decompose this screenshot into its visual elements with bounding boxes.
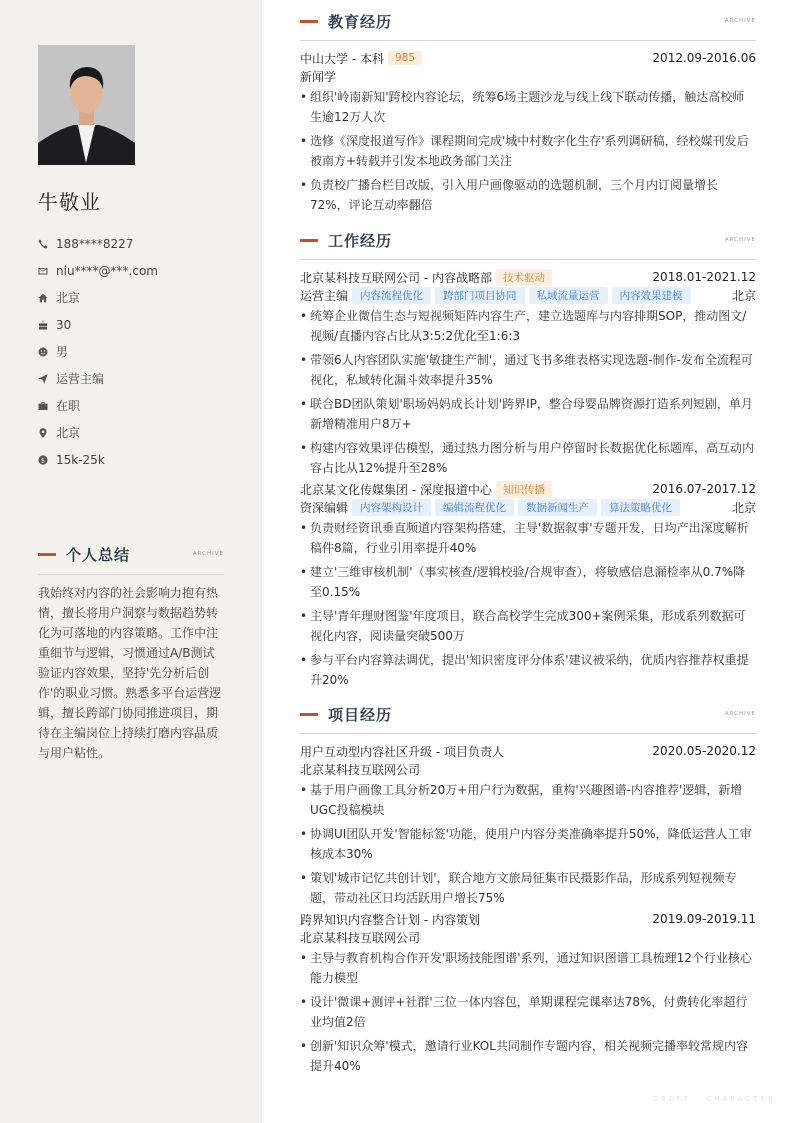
list-item: • 建立'三维审核机制'（事实核查/逻辑校验/合规审查），将敏感信息漏检率从0.7%降至0.15% xyxy=(300,562,756,602)
phone-text: 188****8227 xyxy=(56,236,134,251)
job-header xyxy=(300,480,756,498)
info-phone xyxy=(38,230,238,257)
target-city-text: 北京 xyxy=(56,426,81,440)
project-org: 北京某科技互联网公司 xyxy=(300,930,421,945)
list-item: • 设计'微课+测评+社群'三位一体内容包，单期课程完课率达78%，付费转化率超行业均值2倍 xyxy=(300,992,756,1032)
portrait-image xyxy=(38,45,135,165)
section-divider xyxy=(300,40,756,41)
briefcase-icon xyxy=(38,401,56,411)
section-accent-bar xyxy=(38,553,56,556)
info-salary xyxy=(38,446,238,473)
salary-icon xyxy=(38,455,56,465)
salary-text: 15k-25k xyxy=(56,452,105,467)
info-gender xyxy=(38,338,238,365)
company-name: 北京某科技互联网公司 - 内容战略部 xyxy=(300,270,492,285)
section-accent-bar xyxy=(300,713,318,716)
info-residence xyxy=(38,284,238,311)
gender-icon xyxy=(38,347,56,357)
list-item: • 选修《深度报道写作》课程期间完成'城中村数字化生存'系列调研稿，经校媒刊发后被南方+转载并引发本地政务部门关注 xyxy=(300,131,756,171)
list-item: • 带领6人内容团队实施'敏捷生产制'，通过飞书多维表格实现选题-制作-发布全流程可视化，私域转化漏斗效率提升35% xyxy=(300,350,756,390)
school-name: 中山大学 - 本科 xyxy=(300,51,384,66)
job-city: 北京 xyxy=(731,500,756,515)
list-item: • 基于用户画像工具分析20万+用户行为数据，重构'兴趣图谱-内容推荐'逻辑，新增UGC投稿模块 xyxy=(300,780,756,820)
info-target-city xyxy=(38,419,238,446)
footer-watermark: CRAFT · CHARACTER xyxy=(653,1095,776,1103)
projects-section xyxy=(300,704,756,1080)
cake-icon xyxy=(38,320,56,330)
info-email xyxy=(38,257,238,284)
education-major-row xyxy=(300,67,756,85)
section-divider xyxy=(38,574,224,575)
list-item: • 主导'青年理财图鉴'年度项目，联合高校学生完成300+案例采集，形成系列数据可视化内容，阅读量突破500万 xyxy=(300,606,756,646)
send-icon xyxy=(38,374,56,384)
work-section xyxy=(300,230,756,694)
section-tag: ARCHIVE xyxy=(724,237,756,243)
job-role: 资深编辑 xyxy=(300,500,349,515)
project-header xyxy=(300,742,756,760)
section-tag: ARCHIVE xyxy=(724,711,756,717)
target-position-text: 运营主编 xyxy=(56,372,105,386)
education-entry-header xyxy=(300,49,756,67)
phone-icon xyxy=(38,239,56,249)
project-entry xyxy=(300,910,756,1076)
job-period: 2018.01-2021.12 xyxy=(652,270,756,284)
status-text: 在职 xyxy=(56,399,81,413)
job-badge: 技术驱动 xyxy=(496,269,552,286)
profile-photo xyxy=(38,45,135,165)
skill-chip: 编辑流程优化 xyxy=(435,499,514,516)
gender-text: 男 xyxy=(56,345,69,359)
job-entry xyxy=(300,268,756,478)
job-header xyxy=(300,268,756,286)
info-status xyxy=(38,392,238,419)
section-title: 教育经历 xyxy=(328,13,393,31)
project-name: 用户互动型内容社区升级 - 项目负责人 xyxy=(300,744,504,759)
info-target-position xyxy=(38,365,238,392)
education-bullets xyxy=(300,87,756,215)
project-bullets xyxy=(300,780,756,908)
list-item: • 联合BD团队策划'职场妈妈成长计划'跨界IP，整合母婴品牌资源打造系列短剧，单月新增精准用户8万+ xyxy=(300,394,756,434)
major-text: 新闻学 xyxy=(300,69,337,84)
job-entry xyxy=(300,480,756,690)
section-divider xyxy=(300,259,756,260)
project-header xyxy=(300,910,756,928)
summary-text: 我始终对内容的社会影响力抱有热情，擅长将用户洞察与数据趋势转化为可落地的内容策略。工作中注重细节与逻辑，习惯通过A/B测试验证内容效果，坚持'先分析后创作'的职业习惯。熟悉多平台运营逻辑，擅长跨部门协同推进项目，期待在主编岗位上持续打磨内容品质与用户粘性。 xyxy=(38,586,222,760)
job-role-row xyxy=(300,286,756,304)
skill-chip: 内容效果建模 xyxy=(612,287,691,304)
project-org-row xyxy=(300,928,756,946)
skill-chip: 算法策略优化 xyxy=(601,499,680,516)
candidate-name: 牛敬业 xyxy=(38,190,101,214)
section-header xyxy=(300,11,756,32)
job-period: 2016.07-2017.12 xyxy=(652,482,756,496)
list-item: • 协调UI团队开发'智能标签'功能，使用户内容分类准确率提升50%，降低运营人工审核成本30% xyxy=(300,824,756,864)
list-item: • 主导与教育机构合作开发'职场技能图谱'系列，通过知识图谱工具梳理12个行业核心能力模型 xyxy=(300,948,756,988)
section-title: 工作经历 xyxy=(328,232,393,250)
project-period: 2019.09-2019.11 xyxy=(652,912,756,926)
section-tag: ARCHIVE xyxy=(192,551,224,557)
education-period: 2012.09-2016.06 xyxy=(652,51,756,65)
list-item: • 构建内容效果评估模型，通过热力图分析与用户停留时长数据优化标题库，高互动内容占比从12%提升至28% xyxy=(300,438,756,478)
section-divider xyxy=(300,733,756,734)
skill-chip: 数据新闻生产 xyxy=(518,499,597,516)
project-bullets xyxy=(300,948,756,1076)
skill-chip: 跨部门项目协同 xyxy=(435,287,525,304)
home-icon xyxy=(38,293,56,303)
contact-info-list xyxy=(38,230,238,473)
svg-text:$: $ xyxy=(40,455,46,464)
skill-chip: 内容流程优化 xyxy=(352,287,431,304)
job-bullets xyxy=(300,306,756,478)
section-accent-bar xyxy=(300,20,318,23)
list-item: • 负责校广播台栏目改版，引入用户画像驱动的选题机制，三个月内订阅量增长72%，评论互动率翻倍 xyxy=(300,175,756,215)
job-role: 运营主编 xyxy=(300,288,349,303)
section-tag: ARCHIVE xyxy=(724,18,756,24)
list-item: • 创新'知识众筹'模式，邀请行业KOL共同制作专题内容，相关视频完播率较常规内容提升40% xyxy=(300,1036,756,1076)
section-header xyxy=(300,704,756,725)
residence-text: 北京 xyxy=(56,291,81,305)
skill-chip: 私域流量运营 xyxy=(529,287,608,304)
section-header xyxy=(38,544,224,565)
section-header xyxy=(300,230,756,251)
project-entry xyxy=(300,742,756,908)
mail-icon xyxy=(38,266,56,276)
list-item: • 统筹企业微信生态与短视频矩阵内容生产，建立选题库与内容排期SOP，推动图文/视频/直播内容占比从3:5:2优化至1:6:3 xyxy=(300,306,756,346)
location-pin-icon xyxy=(38,428,56,438)
project-name: 跨界知识内容整合计划 - 内容策划 xyxy=(300,912,480,927)
list-item: • 参与平台内容算法调优，提出'知识密度评分体系'建议被采纳，优质内容推荐权重提升20% xyxy=(300,650,756,690)
age-text: 30 xyxy=(56,317,72,332)
section-accent-bar xyxy=(300,239,318,242)
list-item: • 负责财经资讯垂直频道内容架构搭建，主导'数据叙事'专题开发，日均产出深度解析稿件8篇，行业引用率提升40% xyxy=(300,518,756,558)
project-org-row xyxy=(300,760,756,778)
list-item: • 策划'城市记忆共创计划'，联合地方文旅局征集市民摄影作品，形成系列短视频专题，带动社区日均活跃用户增长75% xyxy=(300,868,756,908)
company-name: 北京某文化传媒集团 - 深度报道中心 xyxy=(300,482,492,497)
sidebar xyxy=(0,0,262,1123)
job-bullets xyxy=(300,518,756,690)
section-title: 项目经历 xyxy=(328,706,393,724)
list-item: • 组织'岭南新知'跨校内容论坛，统筹6场主题沙龙与线上线下联动传播，触达高校师生逾12万人次 xyxy=(300,87,756,127)
skill-chip: 内容架构设计 xyxy=(352,499,431,516)
summary-section xyxy=(38,544,224,763)
school-badge: 985 xyxy=(388,51,422,65)
job-badge: 知识传播 xyxy=(496,481,552,498)
email-text: niu****@***.com xyxy=(56,263,158,278)
job-role-row xyxy=(300,498,756,516)
project-period: 2020.05-2020.12 xyxy=(652,744,756,758)
project-org: 北京某科技互联网公司 xyxy=(300,762,421,777)
job-city: 北京 xyxy=(731,288,756,303)
info-age xyxy=(38,311,238,338)
section-title: 个人总结 xyxy=(66,546,131,564)
education-section xyxy=(300,11,756,219)
main-content xyxy=(262,0,794,1123)
